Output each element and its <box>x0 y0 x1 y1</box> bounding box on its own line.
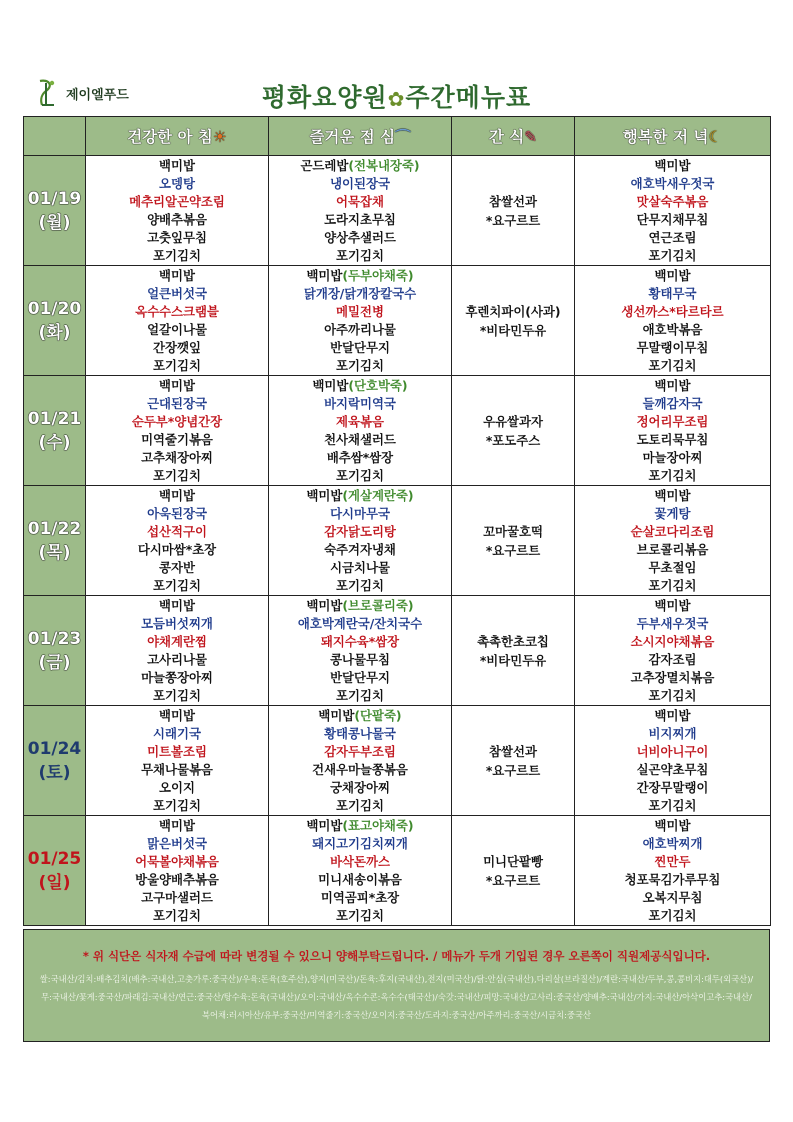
header-row <box>24 117 771 156</box>
menu-item: 바삭돈까스 <box>330 854 390 869</box>
lunch-cell <box>269 266 452 376</box>
day-row <box>24 816 771 926</box>
snack-item: *요구르트 <box>485 762 541 778</box>
dinner-cell <box>575 156 771 266</box>
menu-item: 돼지수육*쌈장 <box>320 634 400 649</box>
menu-item: 배추쌈*쌈장 <box>326 450 394 465</box>
weekly-menu-table <box>23 116 771 926</box>
day-row <box>24 486 771 596</box>
snack-item: *요구르트 <box>485 542 541 558</box>
menu-item: 포기김치 <box>153 908 201 923</box>
menu-item: 포기김치 <box>336 468 384 483</box>
menu-item: 포기김치 <box>648 468 697 483</box>
menu-item: 황태콩나물국 <box>324 726 396 741</box>
menu-item: 백미밥 <box>654 488 691 503</box>
menu-item: 포기김치 <box>336 578 384 593</box>
snack-cell <box>452 816 575 926</box>
menu-item: 고사리나물 <box>147 652 207 667</box>
menu-item: 양상추샐러드 <box>324 230 396 245</box>
lunch-cell <box>269 816 452 926</box>
day-date: 01/25 <box>27 848 82 869</box>
menu-item: 마늘쫑장아찌 <box>141 670 213 685</box>
lunch-cell <box>269 706 452 816</box>
menu-item: 백미밥 <box>159 818 195 833</box>
porridge-option: (단호박죽) <box>348 378 408 393</box>
menu-item: 황태무국 <box>648 286 697 301</box>
column-header-snack: 간 식✎ <box>452 117 575 156</box>
menu-item: 다시마쌈*초장 <box>137 542 217 557</box>
porridge-option: (전복내장죽) <box>348 158 420 173</box>
menu-item: 백미밥(단팥죽) <box>318 708 402 723</box>
porridge-option: (두부야채죽) <box>342 268 414 283</box>
menu-item: 제육볶음 <box>336 414 384 429</box>
menu-item: 백미밥 <box>159 708 195 723</box>
snack-item: 참쌀선과 <box>489 743 537 759</box>
menu-item: 고구마샐러드 <box>141 890 213 905</box>
menu-item: 포기김치 <box>648 798 697 813</box>
column-header-dinner: 행복한 저 녁☾ <box>575 117 771 156</box>
menu-item: 아주까리나물 <box>324 322 396 337</box>
breakfast-cell <box>86 266 269 376</box>
menu-item: 궁채장아찌 <box>330 780 390 795</box>
dinner-cell <box>575 816 771 926</box>
menu-item: 꽃게탕 <box>654 506 691 521</box>
menu-item: 오뎅탕 <box>159 176 195 191</box>
page-title <box>0 78 793 114</box>
dinner-cell <box>575 266 771 376</box>
footer-notes <box>23 929 770 1042</box>
day-label <box>24 156 86 266</box>
breakfast-cell <box>86 596 269 706</box>
dinner-cell <box>575 376 771 486</box>
snack-item: 참쌀선과 <box>489 193 537 209</box>
snack-item: *비타민두유 <box>479 322 547 338</box>
snack-item: *요구르트 <box>485 212 541 228</box>
menu-item: 포기김치 <box>648 578 697 593</box>
column-header-breakfast: 건강한 아 침☀ <box>86 117 269 156</box>
menu-item: 찐만두 <box>654 854 691 869</box>
corner-cell <box>24 117 86 156</box>
menu-item: 비지찌개 <box>648 726 697 741</box>
day-of-week: (금) <box>38 652 71 673</box>
menu-item: 시금치나물 <box>330 560 390 575</box>
menu-item: 단무지채무침 <box>636 212 709 227</box>
snack-item: 촉촉한초코칩 <box>477 633 549 649</box>
day-date: 01/23 <box>27 628 82 649</box>
menu-item: 얼큰버섯국 <box>147 286 207 301</box>
porridge-option: (게살계란죽) <box>342 488 414 503</box>
menu-item: 어묵볼야채볶음 <box>135 854 219 869</box>
menu-item: 냉이된장국 <box>330 176 390 191</box>
menu-item: 건새우마늘쫑볶음 <box>312 762 408 777</box>
snack-item: 미니단팥빵 <box>483 853 543 869</box>
porridge-option: (브로콜리죽) <box>342 598 414 613</box>
menu-item: 백미밥(단호박죽) <box>312 378 408 393</box>
menu-item: 연근조림 <box>648 230 697 245</box>
snack-cell <box>452 486 575 596</box>
menu-item: 백미밥 <box>654 378 691 393</box>
day-row <box>24 376 771 486</box>
menu-item: 백미밥(표고야채죽) <box>306 818 414 833</box>
menu-item: 메밀전병 <box>336 304 384 319</box>
moon-icon: ☾ <box>708 128 723 146</box>
menu-item: 아욱된장국 <box>147 506 207 521</box>
menu-item: 간장깻잎 <box>153 340 201 355</box>
porridge-option: (단팥죽) <box>354 708 402 723</box>
origin-info: 쌀:국내산/김치:배추김치(배추:국내산,고춧가루:중국산)/우육:돈육(호주산),양지(미국산)/돈육:후지(국내산),전지(미국산)/닭:안심(국내산),다리살(브라질산)/계란:국내산/두부,콩,콩비지:대두(외국산)/무:국내산/꽃게:중국산/파래김:국내산/연근:중국산/탕수육:돈육(국내산)/오이:국내산/옥수수콘:옥수수(태국산)/숙갓:국내산/피망:국내산/고사리:중국산/양배추:국내산/가지:국내산/아삭이고추:국내산/북어채:러시아산/유부:중국산/미역줄기:중국산/오이지:중국산/도라지:중국산/아주까리:중국산/시금치:중국산 <box>39 974 754 1020</box>
day-label <box>24 816 86 926</box>
menu-item: 포기김치 <box>648 908 697 923</box>
day-date: 01/19 <box>27 188 82 209</box>
menu-item: 백미밥 <box>159 598 195 613</box>
day-of-week: (일) <box>38 872 71 893</box>
day-of-week: (토) <box>38 762 71 783</box>
day-label <box>24 376 86 486</box>
menu-item: 포기김치 <box>336 248 384 263</box>
menu-item: 백미밥 <box>159 488 195 503</box>
menu-item: 백미밥 <box>654 818 691 833</box>
menu-item: 백미밥(브로콜리죽) <box>306 598 414 613</box>
menu-item: 포기김치 <box>336 688 384 703</box>
menu-item: 오복지무침 <box>642 890 703 905</box>
snack-cell <box>452 376 575 486</box>
menu-item: 양배추볶음 <box>147 212 207 227</box>
menu-item: 브로콜리볶음 <box>636 542 709 557</box>
menu-item: 섭산적구이 <box>147 524 207 539</box>
snack-item: 후렌치파이(사과) <box>465 303 561 319</box>
day-label <box>24 266 86 376</box>
menu-item: 순두부*양념간장 <box>131 414 223 429</box>
menu-item: 포기김치 <box>153 578 201 593</box>
menu-item: 돼지고기김치찌개 <box>312 836 408 851</box>
day-date: 01/22 <box>27 518 82 539</box>
menu-item: 백미밥(두부야채죽) <box>306 268 414 283</box>
dinner-cell <box>575 706 771 816</box>
day-label <box>24 596 86 706</box>
menu-item: 미트볼조림 <box>147 744 207 759</box>
menu-item: 백미밥(게살계란죽) <box>306 488 414 503</box>
snack-item: *요구르트 <box>485 872 541 888</box>
dinner-cell <box>575 486 771 596</box>
day-row <box>24 266 771 376</box>
menu-item: 청포묵김가루무침 <box>624 872 721 887</box>
breakfast-cell <box>86 156 269 266</box>
day-date: 01/20 <box>27 298 82 319</box>
menu-item: 얼갈이나물 <box>147 322 207 337</box>
menu-item: 백미밥 <box>654 268 691 283</box>
rainbow-icon: ⌒ <box>395 128 411 146</box>
flower-icon: ✿ <box>387 87 406 111</box>
menu-item: 고추장멸치볶음 <box>630 670 715 685</box>
snack-item: 꼬마꿀호떡 <box>483 523 543 539</box>
day-of-week: (화) <box>38 322 71 343</box>
menu-item: 반달단무지 <box>330 340 390 355</box>
menu-item: 순살코다리조림 <box>630 524 715 539</box>
snack-cell <box>452 706 575 816</box>
menu-item: 백미밥 <box>159 268 195 283</box>
menu-item: 포기김치 <box>336 358 384 373</box>
menu-item: 시래기국 <box>153 726 201 741</box>
dinner-cell <box>575 596 771 706</box>
menu-item: 감자두부조림 <box>324 744 396 759</box>
menu-item: 콩자반 <box>159 560 195 575</box>
menu-item: 애호박계란국/잔치국수 <box>297 616 423 631</box>
day-of-week: (월) <box>38 212 71 233</box>
day-label <box>24 486 86 596</box>
candy-icon: ✎ <box>524 128 538 146</box>
lunch-cell <box>269 596 452 706</box>
menu-item: 바지락미역국 <box>324 396 396 411</box>
menu-item: 포기김치 <box>336 908 384 923</box>
menu-item: 포기김치 <box>153 248 201 263</box>
menu-item: 모듬버섯찌개 <box>141 616 213 631</box>
menu-item: 미니새송이볶음 <box>318 872 402 887</box>
day-of-week: (수) <box>38 432 71 453</box>
menu-item: 맑은버섯국 <box>147 836 207 851</box>
menu-item: 다시마무국 <box>330 506 390 521</box>
column-header-lunch: 즐거운 점 심⌒ <box>269 117 452 156</box>
menu-item: 도라지초무침 <box>324 212 396 227</box>
menu-item: 천사채샐러드 <box>324 432 396 447</box>
breakfast-cell <box>86 486 269 596</box>
menu-item: 포기김치 <box>648 248 697 263</box>
menu-item: 야채계란찜 <box>147 634 207 649</box>
menu-item: 방울양배추볶음 <box>135 872 219 887</box>
menu-item: 소시지야채볶음 <box>630 634 715 649</box>
snack-item: *비타민두유 <box>479 652 547 668</box>
snack-item: *포도주스 <box>485 432 541 448</box>
menu-item: 애호박볶음 <box>642 322 703 337</box>
breakfast-cell <box>86 376 269 486</box>
menu-item: 옥수수스크램블 <box>135 304 219 319</box>
day-date: 01/21 <box>27 408 82 429</box>
menu-item: 무채나물볶음 <box>141 762 213 777</box>
menu-item: 근대된장국 <box>147 396 207 411</box>
porridge-option: (표고야채죽) <box>342 818 414 833</box>
menu-item: 들깨감자국 <box>642 396 703 411</box>
snack-item: 우유쌀과자 <box>483 413 543 429</box>
menu-item: 백미밥 <box>654 708 691 723</box>
menu-item: 곤드레밥(전복내장죽) <box>300 158 420 173</box>
menu-item: 고춧잎무침 <box>147 230 207 245</box>
menu-item: 무초절임 <box>648 560 697 575</box>
menu-item: 백미밥 <box>159 158 195 173</box>
menu-item: 포기김치 <box>648 688 697 703</box>
menu-item: 실곤약초무침 <box>636 762 709 777</box>
day-row <box>24 706 771 816</box>
menu-item: 포기김치 <box>153 688 201 703</box>
title-left: 평화요양원 <box>261 83 388 112</box>
menu-change-notice: * 위 식단은 식자재 수급에 따라 변경될 수 있으니 양해부탁드립니다. / 메뉴가 두개 기입된 경우 오른쪽이 직원제공식입니다. <box>82 949 711 963</box>
snack-cell <box>452 596 575 706</box>
menu-item: 맛살숙주볶음 <box>636 194 709 209</box>
menu-item: 어묵잡채 <box>336 194 384 209</box>
lunch-cell <box>269 156 452 266</box>
lunch-cell <box>269 376 452 486</box>
snack-cell <box>452 156 575 266</box>
menu-item: 생선까스*타르타르 <box>621 304 724 319</box>
menu-item: 애호박새우젓국 <box>630 176 715 191</box>
menu-item: 콩나물무침 <box>330 652 390 667</box>
menu-item: 숙주겨자냉채 <box>324 542 396 557</box>
menu-item: 애호박찌개 <box>642 836 703 851</box>
menu-item: 백미밥 <box>654 598 691 613</box>
menu-item: 포기김치 <box>153 468 201 483</box>
menu-item: 닭개장/닭개장칼국수 <box>303 286 417 301</box>
snack-cell <box>452 266 575 376</box>
breakfast-cell <box>86 706 269 816</box>
menu-item: 도토리묵무침 <box>636 432 709 447</box>
menu-item: 백미밥 <box>159 378 195 393</box>
menu-item: 반달단무지 <box>330 670 390 685</box>
menu-item: 메추리알곤약조림 <box>129 194 225 209</box>
day-row <box>24 156 771 266</box>
menu-item: 감자닭도리탕 <box>324 524 396 539</box>
day-row <box>24 596 771 706</box>
menu-item: 포기김치 <box>153 358 201 373</box>
sun-icon: ☀ <box>212 128 227 146</box>
menu-item: 포기김치 <box>153 798 201 813</box>
menu-item: 포기김치 <box>336 798 384 813</box>
menu-item: 감자조림 <box>648 652 697 667</box>
menu-item: 마늘장아찌 <box>642 450 703 465</box>
day-of-week: (목) <box>38 542 71 563</box>
menu-item: 정어리무조림 <box>636 414 709 429</box>
day-label <box>24 706 86 816</box>
breakfast-cell <box>86 816 269 926</box>
menu-item: 너비아니구이 <box>636 744 709 759</box>
menu-item: 무말랭이무침 <box>636 340 709 355</box>
menu-item: 미역곰피*초장 <box>320 890 400 905</box>
menu-item: 미역줄기볶음 <box>141 432 213 447</box>
menu-item: 포기김치 <box>648 358 697 373</box>
menu-item: 백미밥 <box>654 158 691 173</box>
menu-item: 고추채장아찌 <box>141 450 213 465</box>
day-date: 01/24 <box>27 738 82 759</box>
menu-item: 오이지 <box>159 780 195 795</box>
lunch-cell <box>269 486 452 596</box>
menu-item: 간장무말랭이 <box>636 780 709 795</box>
logo-text: 제이엘푸드 <box>66 87 129 103</box>
menu-item: 두부새우젓국 <box>636 616 709 631</box>
title-right: 주간메뉴표 <box>405 83 532 112</box>
